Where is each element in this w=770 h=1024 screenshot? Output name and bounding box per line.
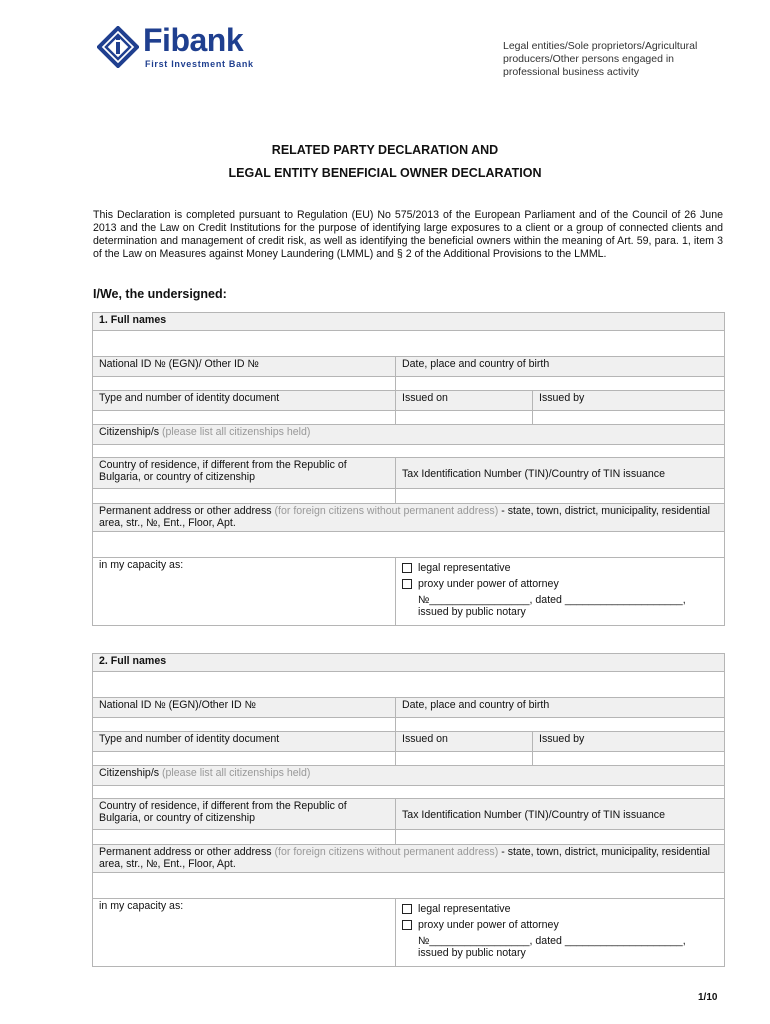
issued-on-field[interactable] <box>396 752 533 766</box>
national-id-label: National ID № (EGN)/ Other ID № <box>93 357 396 377</box>
full-names-label: 1. Full names <box>93 313 725 331</box>
address-tail: - state, town, district, municipality, residential area, str., №, Ent., Floor, Apt. <box>99 846 711 870</box>
intro-paragraph: This Declaration is completed pursuant to Regulation (EU) No 575/2013 of the European Parliament and of the Council of 26 June 2013 and the Law on Credit Institutions for the purpose of identifying large exposures to a client or a group of connected clients and determination and management of credit risk, as well as identifying the beneficial owners within the meaning of Art. 59, para. 1, item 3 of the Law on Measures against Money Laundering (LMML) and § 2 of the Additional Provisions to the LMML. <box>93 209 723 260</box>
address-label <box>93 845 725 873</box>
full-names-label: 2. Full names <box>93 654 725 672</box>
citizenship-text: Citizenship/s <box>99 426 160 438</box>
capacity-label: in my capacity as: <box>93 558 396 626</box>
logo-subtitle: First Investment Bank <box>145 59 254 69</box>
proxy-checkbox[interactable] <box>402 920 412 930</box>
proxy-checkbox[interactable] <box>402 579 412 589</box>
address-field[interactable] <box>93 873 725 899</box>
power-of-attorney-line[interactable]: №_________________, dated ____________________, <box>418 594 686 606</box>
id-document-label: Type and number of identity document <box>93 732 396 752</box>
fibank-diamond-icon <box>97 26 139 68</box>
option-proxy <box>402 919 719 931</box>
legal-representative-checkbox[interactable] <box>402 904 412 914</box>
issued-by-label: Issued by <box>533 732 725 752</box>
birth-label: Date, place and country of birth <box>396 357 725 377</box>
signatory-2-form <box>92 653 725 967</box>
address-tail: - state, town, district, municipality, residential area, str., №, Ent., Floor, Apt. <box>99 505 711 529</box>
tin-label: Tax Identification Number (TIN)/Country of TIN issuance <box>396 799 725 830</box>
capacity-options <box>396 558 725 626</box>
id-document-field[interactable] <box>93 752 396 766</box>
residence-label: Country of residence, if different from the Republic of Bulgaria, or country of citizenship <box>93 799 396 830</box>
issued-on-label: Issued on <box>396 391 533 411</box>
option-proxy <box>402 578 719 590</box>
citizenship-label <box>93 425 725 445</box>
citizenship-text: Citizenship/s <box>99 767 160 779</box>
address-hint: (for foreign citizens without permanent address) <box>274 846 499 858</box>
citizenship-field[interactable] <box>93 445 725 458</box>
issued-by-field[interactable] <box>533 411 725 425</box>
id-document-field[interactable] <box>93 411 396 425</box>
legal-representative-checkbox[interactable] <box>402 563 412 573</box>
national-id-field[interactable] <box>93 718 396 732</box>
citizenship-hint: (please list all citizenships held) <box>162 426 311 438</box>
address-field[interactable] <box>93 532 725 558</box>
page-number: 1/10 <box>698 992 718 1003</box>
tin-field[interactable] <box>396 489 725 504</box>
option-legal-representative <box>402 903 719 915</box>
power-of-attorney-line[interactable]: №_________________, dated ____________________, <box>418 935 686 947</box>
undersigned-heading: I/We, the undersigned: <box>93 287 227 301</box>
birth-field[interactable] <box>396 377 725 391</box>
full-names-field[interactable] <box>93 672 725 698</box>
id-document-label: Type and number of identity document <box>93 391 396 411</box>
notary-label: issued by public notary <box>418 947 526 959</box>
issued-on-field[interactable] <box>396 411 533 425</box>
citizenship-hint: (please list all citizenships held) <box>162 767 311 779</box>
applicability-note: Legal entities/Sole proprietors/Agricultural producers/Other persons engaged in professional business activity <box>503 40 698 78</box>
issued-on-label: Issued on <box>396 732 533 752</box>
logo-wordmark: Fibank <box>143 22 244 58</box>
residence-field[interactable] <box>93 830 396 845</box>
document-title-line-2: LEGAL ENTITY BENEFICIAL OWNER DECLARATION <box>228 166 542 180</box>
residence-field[interactable] <box>93 489 396 504</box>
fibank-logo <box>97 24 272 74</box>
signatory-1-form <box>92 312 725 626</box>
capacity-options <box>396 899 725 967</box>
address-text: Permanent address or other address <box>99 846 272 858</box>
address-hint: (for foreign citizens without permanent address) <box>274 505 499 517</box>
full-names-field[interactable] <box>93 331 725 357</box>
birth-field[interactable] <box>396 718 725 732</box>
national-id-field[interactable] <box>93 377 396 391</box>
tin-label: Tax Identification Number (TIN)/Country of TIN issuance <box>396 458 725 489</box>
document-title-line-1: RELATED PARTY DECLARATION AND <box>271 143 499 157</box>
capacity-label: in my capacity as: <box>93 899 396 967</box>
tin-field[interactable] <box>396 830 725 845</box>
proxy-label: proxy under power of attorney <box>418 578 559 590</box>
notary-label: issued by public notary <box>418 606 526 618</box>
national-id-label: National ID № (EGN)/Other ID № <box>93 698 396 718</box>
birth-label: Date, place and country of birth <box>396 698 725 718</box>
option-legal-representative <box>402 562 719 574</box>
proxy-label: proxy under power of attorney <box>418 919 559 931</box>
issued-by-label: Issued by <box>533 391 725 411</box>
legal-representative-label: legal representative <box>418 903 511 915</box>
issued-by-field[interactable] <box>533 752 725 766</box>
address-text: Permanent address or other address <box>99 505 272 517</box>
residence-label: Country of residence, if different from the Republic of Bulgaria, or country of citizenship <box>93 458 396 489</box>
address-label <box>93 504 725 532</box>
citizenship-field[interactable] <box>93 786 725 799</box>
legal-representative-label: legal representative <box>418 562 511 574</box>
citizenship-label <box>93 766 725 786</box>
